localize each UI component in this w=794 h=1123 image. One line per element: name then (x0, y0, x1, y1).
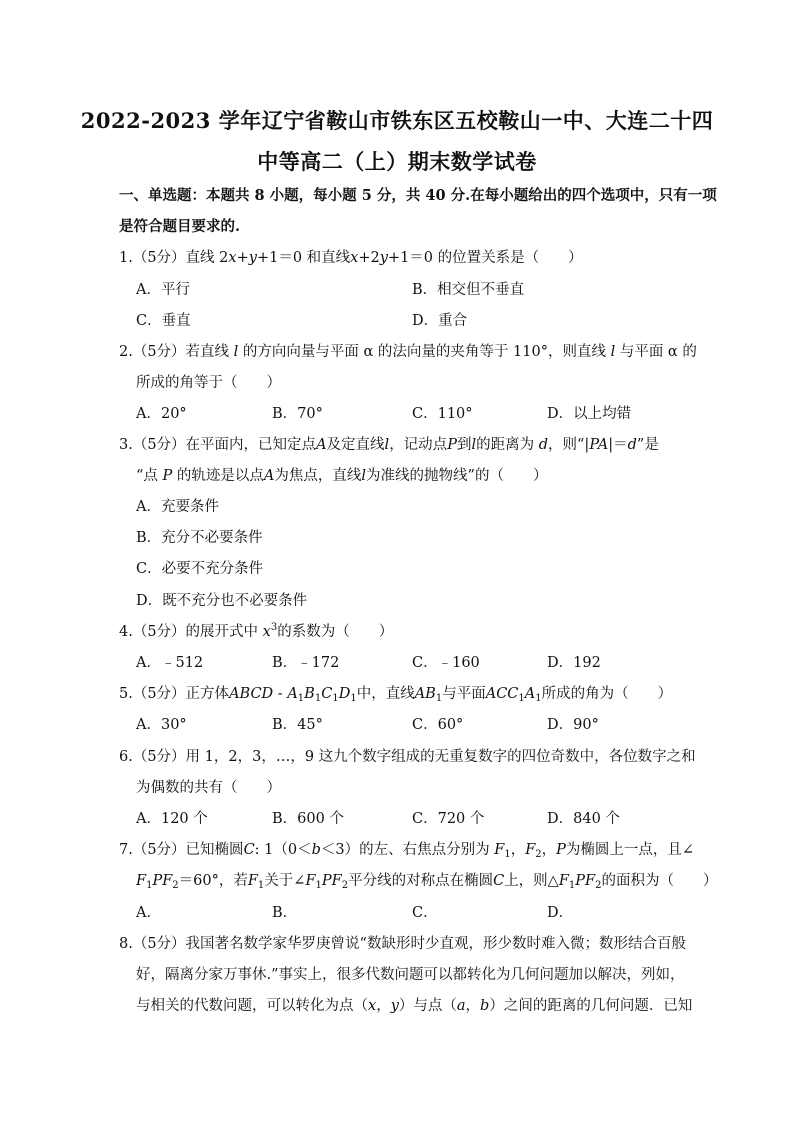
question-2-option-b: B．70° (272, 406, 323, 422)
question-3-option-d: D．既不充分也不必要条件 (136, 593, 308, 609)
question-5-stem: 5.（5分）正方体ABCD - $A_1B_1C_1D_1$中，直线$AB_1$与平面$ACC_1A_1$所成的角为（ ） (119, 686, 673, 704)
question-3-stem-line2: “点 P 的轨迹是以点A为焦点，直线l为准线的抛物线”的（ ） (136, 468, 548, 484)
question-3-stem-line1: 3.（5分）在平面内，已知定点A及定直线l，记动点P到l的距离为 d，则“|PA|＝d”是 (119, 437, 659, 453)
question-6-option-d: D．840 个 (547, 811, 620, 827)
question-2-option-d: D．以上均错 (547, 406, 632, 422)
question-1-option-d: D．重合 (412, 313, 468, 329)
question-7-option-c: C． (412, 905, 438, 921)
question-7-option-d: D． (547, 905, 574, 921)
question-6-option-a: A．120 个 (136, 811, 208, 827)
question-8-stem-line1: 8.（5分）我国著名数学家华罗庚曾说“数缺形时少直观，形少数时难入微；数形结合百般 (119, 936, 686, 952)
question-8-stem-line2: 好，隔离分家万事休.”事实上，很多代数问题可以都转化为几何问题加以解决，列如， (136, 967, 685, 983)
section-heading-line2: 是符合题目要求的. (119, 218, 241, 235)
section-heading-line1: 一、单选题：本题共 8 小题，每小题 5 分，共 40 分.在每小题给出的四个选项中，只有一项 (119, 187, 717, 204)
question-1-stem: 1.（5分）直线 2x+y+1＝0 和直线x+2y+1＝0 的位置关系是（ ） (119, 250, 583, 266)
question-6-stem-line2: 为偶数的共有（ ） (136, 780, 281, 796)
question-4-option-d: D．192 (547, 655, 601, 671)
question-1-option-b: B．相交但不垂直 (412, 282, 525, 298)
question-7-option-b: B． (272, 905, 298, 921)
exam-title-line2: 中等高二（上）期末数学试卷 (257, 149, 537, 174)
question-2-stem-line2: 所成的角等于（ ） (136, 375, 281, 391)
question-6-option-c: C．720 个 (412, 811, 485, 827)
question-5-option-c: C．60° (412, 717, 464, 733)
question-5-option-a: A．30° (136, 717, 187, 733)
question-4-option-a: A．﹣512 (136, 655, 204, 671)
question-5-option-b: B．45° (272, 717, 323, 733)
question-1-option-c: C．垂直 (136, 313, 191, 329)
question-7-option-a: A． (136, 905, 161, 921)
question-6-stem-line1: 6.（5分）用 1，2，3，…，9 这九个数字组成的无重复数字的四位奇数中，各位数字之和 (119, 749, 696, 765)
question-7-stem-line2: $F_1PF_2=60^\circ$，若$F_1$关于$\angle F_1PF_2$平分线的对称点在椭圆C上，则$\triangle F_1PF_2$的面积为（ ） (136, 873, 718, 891)
question-3-option-b: B．充分不必要条件 (136, 530, 263, 546)
question-3-option-c: C．必要不充分条件 (136, 561, 264, 577)
question-4-stem: 4.（5分）的展开式中 $x^3$的系数为（ ） (119, 622, 394, 640)
question-4-option-c: C．﹣160 (412, 655, 480, 671)
exam-title-line1: 2022-2023 学年辽宁省鞍山市铁东区五校鞍山一中、大连二十四 (80, 108, 714, 133)
question-1-option-a: A．平行 (136, 282, 190, 298)
question-2-option-a: A．20° (136, 406, 187, 422)
question-7-stem-line1: 7.（5分）已知椭圆C: 1（0＜b＜3）的左、右焦点分别为 $F_1$，$F_2$，P为椭圆上一点，且∠ (119, 842, 695, 860)
question-2-stem-line1: 2.（5分）若直线 l 的方向向量与平面 α 的法向量的夹角等于 110°，则直线 l 与平面 α 的 (119, 344, 697, 360)
question-6-option-b: B．600 个 (272, 811, 344, 827)
question-3-option-a: A．充要条件 (136, 499, 219, 515)
question-5-option-d: D．90° (547, 717, 599, 733)
question-2-option-c: C．110° (412, 406, 473, 422)
question-4-option-b: B．﹣172 (272, 655, 340, 671)
question-8-stem-line3: 与相关的代数问题，可以转化为点（x，y）与点（a，b）之间的距离的几何问题．已知 (136, 998, 693, 1014)
